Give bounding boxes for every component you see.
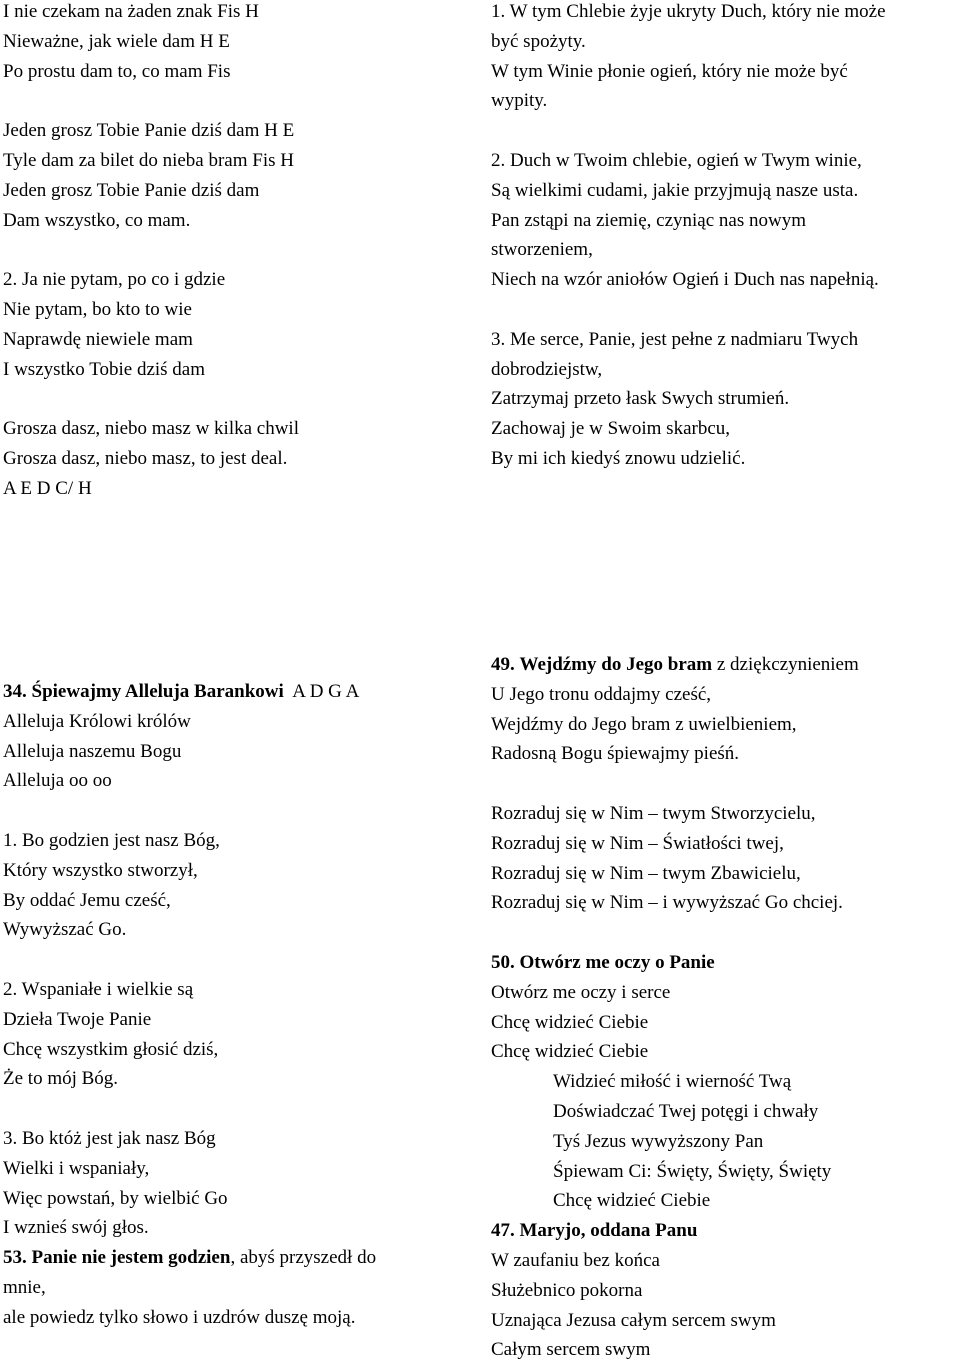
lyric-line: Dam wszystko, co mam. [3, 209, 191, 231]
lyric-line: Chcę wszystkim głosić dziś, [3, 1038, 219, 1060]
lyric-line: 3. Bo któż jest jak nasz Bóg [3, 1127, 216, 1149]
lyric-line: 2. Wspaniałe i wielkie są [3, 978, 194, 1000]
lyric-line: Alleluja oo oo [3, 770, 112, 792]
lyric-line: Otwórz me oczy i serce [491, 981, 671, 1003]
lyric-line: Grosza dasz, niebo masz, to jest deal. [3, 447, 288, 469]
lyric-line: Grosza dasz, niebo masz w kilka chwil [3, 418, 299, 440]
song-title: Śpiewajmy Alleluja Barankowi [31, 681, 284, 702]
song-title: Panie nie jestem godzien [31, 1247, 231, 1269]
lyric-line-indented: Widzieć miłość i wierność Twą [553, 1071, 792, 1093]
lyric-line-indented: Tyś Jezus wywyższony Pan [553, 1130, 764, 1152]
lyric-line: By mi ich kiedyś znowu udzielić. [491, 447, 746, 469]
lyric-line: Alleluja Królowi królów [3, 710, 191, 732]
stanza-gap [491, 295, 957, 325]
song-heading-49 [491, 650, 957, 680]
lyric-line: 1. Bo godzien jest nasz Bóg, [3, 829, 220, 851]
lyric-line: Więc powstań, by wielbić Go [3, 1187, 228, 1209]
song-heading-50 [491, 948, 957, 978]
lyric-line: Rozraduj się w Nim – i wywyższać Go chciej. [491, 892, 843, 914]
lyric-line: 3. Me serce, Panie, jest pełne z nadmiaru Twych [491, 328, 859, 350]
lyric-line: Rozraduj się w Nim – twym Stworzycielu, [491, 802, 816, 824]
lyric-line: Służebnico pokorna [491, 1279, 643, 1301]
lyric-line: Rozraduj się w Nim – Światłości twej, [491, 832, 784, 854]
song-lyrics-top-left [3, 0, 473, 504]
lyric-line: I wszystko Tobie dziś dam [3, 358, 206, 380]
lyric-line: wypity. [491, 90, 548, 112]
song-heading-47 [491, 1216, 957, 1246]
lyric-line: Jeden grosz Tobie Panie dziś dam H E [3, 120, 295, 142]
stanza-gap [3, 945, 473, 975]
lyric-line: Zachowaj je w Swoim skarbcu, [491, 418, 731, 440]
lyric-line: ale powiedz tylko słowo i uzdrów duszę moją. [3, 1306, 356, 1328]
lyric-line: Uznająca Jezusa całym sercem swym [491, 1309, 776, 1331]
lyric-line: Po prostu dam to, co mam Fis [3, 60, 231, 82]
lyric-line: Rozraduj się w Nim – twym Zbawicielu, [491, 862, 801, 884]
stanza-gap [3, 235, 473, 265]
lyric-line: Chcę widzieć Ciebie [491, 1041, 649, 1063]
lyric-line: Że to mój Bóg. [3, 1068, 119, 1090]
lyric-line: Całym sercem swym [491, 1339, 651, 1361]
lyric-line: Zatrzymaj przeto łask Swych strumień. [491, 388, 790, 410]
lyric-line: Pan zstąpi na ziemię, czyniąc nas nowym [491, 209, 806, 231]
lyric-line-indented: Śpiewam Ci: Święty, Święty, Święty [553, 1160, 832, 1182]
lyric-line: Alleluja naszemu Bogu [3, 740, 182, 762]
song-number: 49. [491, 654, 515, 675]
lyric-line: mnie, [3, 1276, 46, 1298]
lyric-line: 1. W tym Chlebie żyje ukryty Duch, który nie może [491, 1, 886, 22]
lyric-line: W tym Winie płonie ogień, który nie może być [491, 60, 848, 82]
song-lyrics-top-right [491, 0, 957, 474]
song-lyrics-bottom-left [3, 677, 473, 1333]
lyric-line: Radosną Bogu śpiewajmy pieśń. [491, 743, 740, 765]
stanza-gap [491, 769, 957, 799]
lyric-line: Wejdźmy do Jego bram z uwielbieniem, [491, 713, 797, 735]
lyric-line-indented: Doświadczać Twej potęgi i chwały [553, 1100, 819, 1122]
lyric-line: Niech na wzór aniołów Ogień i Duch nas napełnią. [491, 269, 879, 291]
lyric-line: 2. Duch w Twoim chlebie, ogień w Twym winie, [491, 149, 862, 171]
lyric-line: być spożyty. [491, 30, 586, 52]
lyric-line: I wznieś swój głos. [3, 1217, 149, 1239]
song-number: 47. [491, 1220, 515, 1242]
lyric-line: Nie pytam, bo kto to wie [3, 298, 192, 320]
song-heading-34 [3, 677, 473, 707]
stanza-gap [3, 796, 473, 826]
lyric-line: W zaufaniu bez końca [491, 1249, 660, 1271]
lyric-line: Naprawdę niewiele mam [3, 328, 193, 350]
lyric-line: stworzeniem, [491, 239, 593, 261]
stanza-gap [3, 86, 473, 116]
song-title-rest: z dziękczynieniem [712, 654, 859, 675]
lyric-line: By oddać Jemu cześć, [3, 889, 171, 911]
lyric-line-indented: Chcę widzieć Ciebie [553, 1190, 711, 1212]
song-title: Otwórz me oczy o Panie [519, 951, 715, 973]
stanza-gap [491, 116, 957, 146]
lyric-line: 2. Ja nie pytam, po co i gdzie [3, 269, 226, 291]
song-title: Wejdźmy do Jego bram [519, 654, 713, 675]
lyric-line: Nieważne, jak wiele dam H E [3, 30, 230, 52]
chord-line: A E D C/ H [3, 477, 92, 499]
lyric-line: U Jego tronu oddajmy cześć, [491, 683, 712, 705]
song-chords: A D G A [292, 681, 360, 702]
stanza-gap [3, 384, 473, 414]
song-number: 53. [3, 1247, 27, 1269]
song-number: 34. [3, 681, 27, 702]
lyric-line: Jeden grosz Tobie Panie dziś dam [3, 179, 260, 201]
song-number: 50. [491, 951, 515, 973]
lyric-line: Dzieła Twoje Panie [3, 1008, 152, 1030]
lyric-line: Wielki i wspaniały, [3, 1157, 150, 1179]
stanza-gap [3, 1094, 473, 1124]
song-title-rest: , abyś przyszedł do [230, 1247, 377, 1269]
lyric-line: Który wszystko stworzył, [3, 859, 198, 881]
song-lyrics-bottom-right [491, 650, 957, 1365]
lyric-line: Tyle dam za bilet do nieba bram Fis H [3, 149, 294, 171]
song-heading-53 [3, 1243, 473, 1273]
lyric-line: Chcę widzieć Ciebie [491, 1011, 649, 1033]
stanza-gap [491, 918, 957, 948]
lyric-line: I nie czekam na żaden znak Fis H [3, 1, 259, 22]
song-title: Maryjo, oddana Panu [519, 1220, 698, 1242]
lyric-line: dobrodziejstw, [491, 358, 603, 380]
lyric-line: Są wielkimi cudami, jakie przyjmują nasze usta. [491, 179, 859, 201]
lyric-line: Wywyższać Go. [3, 919, 127, 941]
